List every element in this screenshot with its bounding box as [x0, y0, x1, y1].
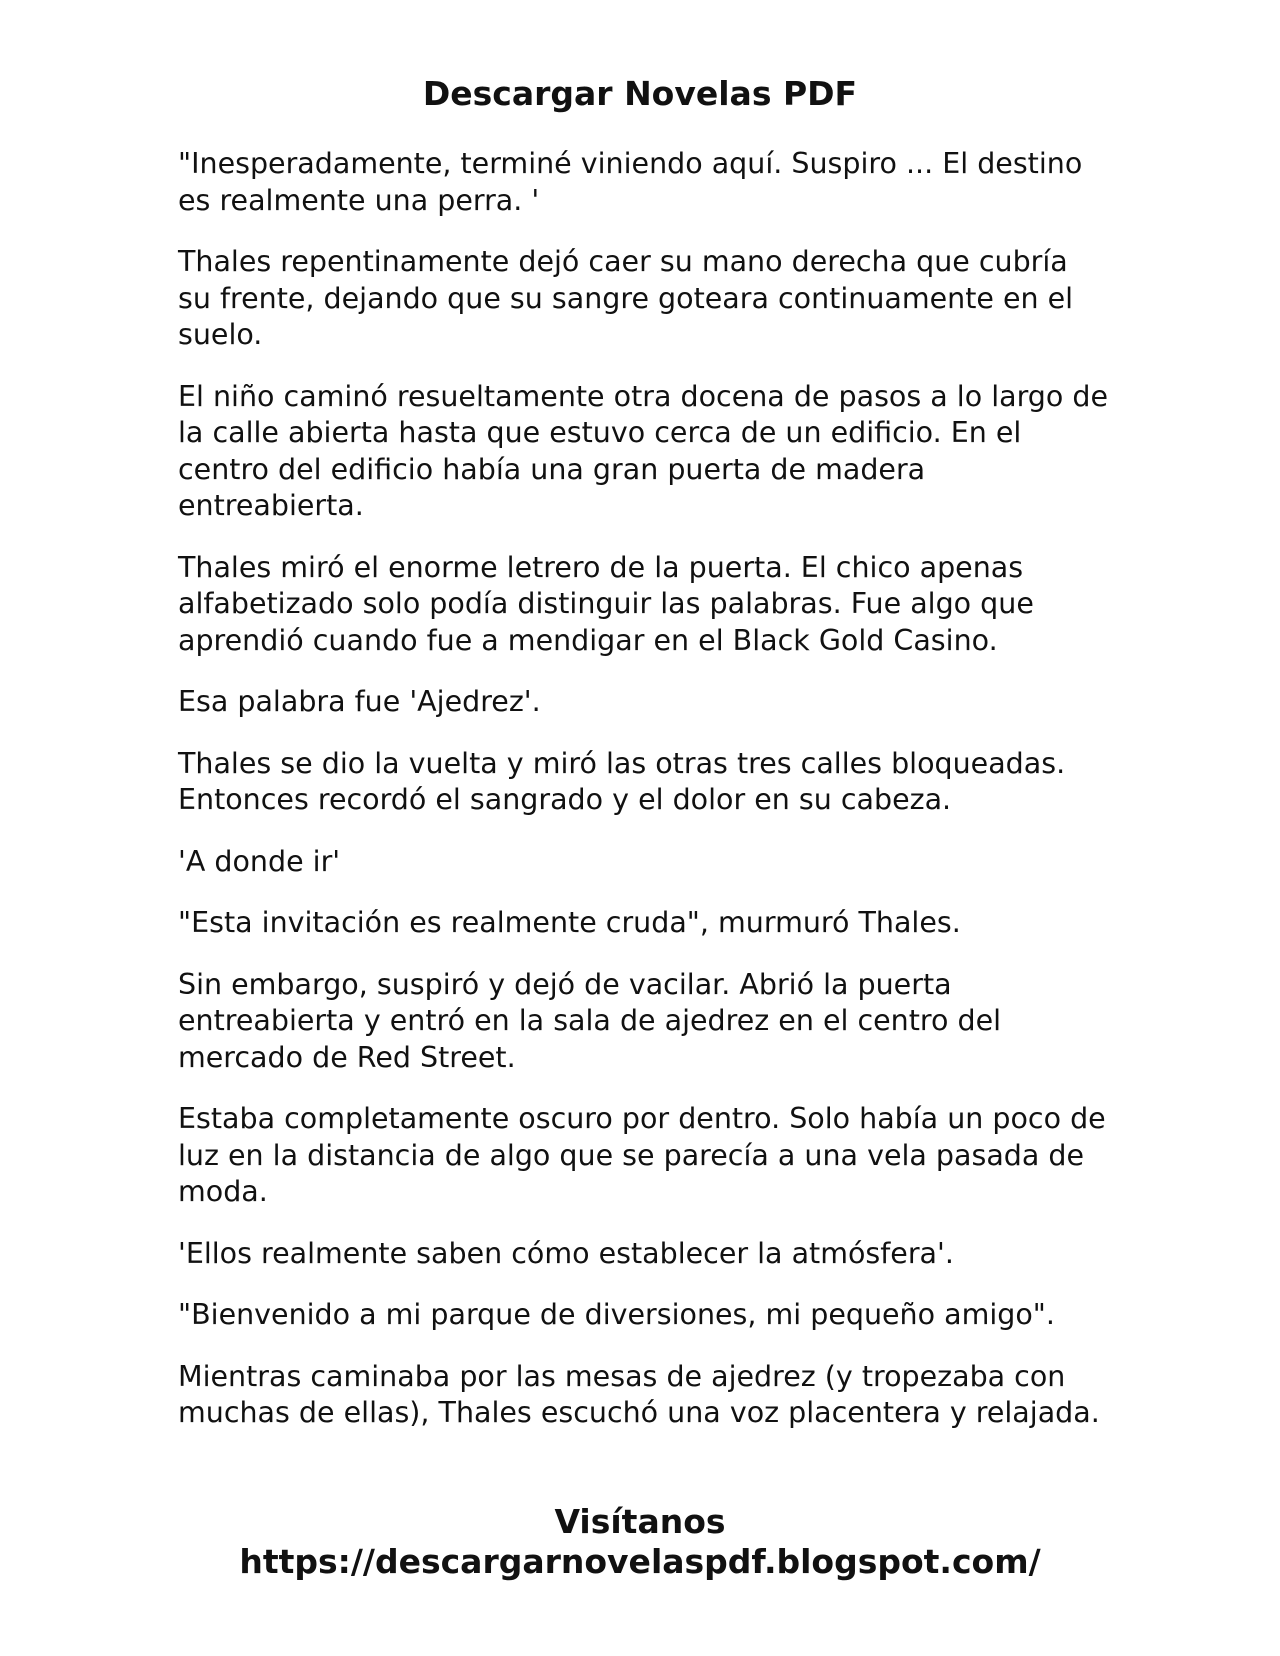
- page-title: Descargar Novelas PDF: [422, 74, 858, 113]
- paragraph: Thales repentinamente dejó caer su mano derecha que cubría su frente, dejando que su sangre goteara continuamente en el suelo.: [178, 245, 1074, 351]
- paragraph: Thales miró el enorme letrero de la puerta. El chico apenas alfabetizado solo podía distinguir las palabras. Fue algo que aprendió cuando fue a mendigar en el Black Gold Casino.: [178, 550, 1034, 657]
- paragraph: Esa palabra fue 'Ajedrez'.: [178, 685, 541, 718]
- footer: [0, 1502, 1280, 1582]
- paragraph: 'A donde ir': [178, 844, 341, 878]
- paragraph: Thales se dio la vuelta y miró las otras tres calles bloqueadas. Entonces recordó el sangrado y el dolor en su cabeza.: [178, 746, 1066, 816]
- visit-label: Visítanos: [554, 1502, 726, 1541]
- body-text: [178, 146, 1108, 1457]
- paragraph: Mientras caminaba por las mesas de ajedrez (y tropezaba con muchas de ellas), Thales escuchó una voz placentera y relajada.: [178, 1359, 1100, 1429]
- site-url: https://descargarnovelaspdf.blogspot.com/: [239, 1542, 1041, 1581]
- paragraph: "Bienvenido a mi parque de diversiones, mi pequeño amigo".: [178, 1298, 1055, 1331]
- paragraph: Sin embargo, suspiró y dejó de vacilar. Abrió la puerta entreabierta y entró en la sala de ajedrez en el centro del mercado de Red Street.: [178, 967, 1002, 1074]
- paragraph: El niño caminó resueltamente otra docena de pasos a lo largo de la calle abierta hasta que estuvo cerca de un edificio. En el centro del edificio había una gran puerta de madera entreabierta.: [178, 379, 1109, 522]
- paragraph: 'Ellos realmente saben cómo establecer la atmósfera'.: [178, 1236, 954, 1270]
- paragraph: Estaba completamente oscuro por dentro. Solo había un poco de luz en la distancia de algo que se parecía a una vela pasada de moda.: [178, 1102, 1106, 1208]
- paragraph: "Inesperadamente, terminé viniendo aquí. Suspiro ... El destino es realmente una perra. ': [178, 147, 1083, 217]
- paragraph: "Esta invitación es realmente cruda", murmuró Thales.: [178, 906, 961, 939]
